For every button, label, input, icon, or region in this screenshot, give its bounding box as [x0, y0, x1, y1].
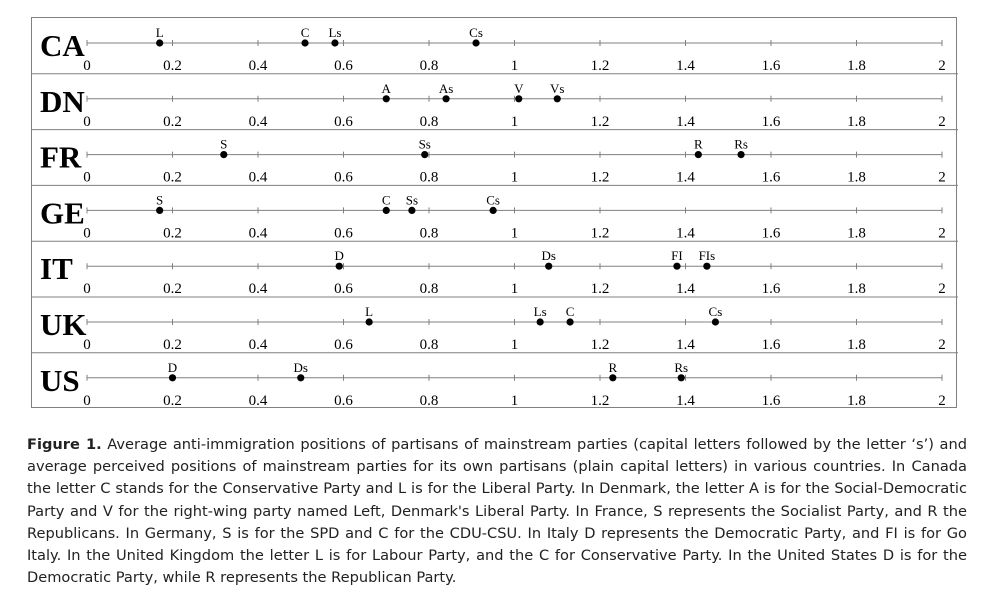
point-it-fis [703, 263, 710, 270]
point-label-us-ds: Ds [293, 359, 308, 375]
country-label-fr: FR [40, 139, 82, 175]
point-ca-c [301, 39, 308, 46]
point-label-uk-c: C [565, 304, 575, 319]
tick-label: 2 [938, 113, 946, 130]
tick-label: 1.8 [847, 113, 866, 130]
tick-label: 1.8 [847, 392, 866, 409]
tick-label: 0 [83, 58, 91, 74]
tick-label: 1.4 [676, 337, 695, 353]
tick-label: 0.6 [334, 58, 353, 74]
tick-label: 1 [510, 169, 519, 186]
tick-label: 0.2 [163, 113, 182, 130]
tick-label: 1 [510, 58, 519, 74]
tick-label: 0.8 [419, 392, 439, 409]
tick-label: 2 [938, 169, 946, 186]
country-label-uk: UK [40, 307, 87, 342]
point-dn-a [383, 95, 390, 102]
tick-label: 1.8 [847, 58, 866, 74]
point-label-ge-s: S [156, 192, 164, 208]
point-label-ge-ss: Ss [405, 192, 419, 208]
point-label-it-fis: FIs [698, 248, 716, 264]
tick-label: 0 [83, 113, 91, 130]
point-label-ca-l: L [155, 25, 164, 40]
tick-label: 0.6 [334, 169, 353, 186]
tick-label: 1.2 [590, 113, 610, 130]
point-label-it-ds: Ds [541, 248, 556, 264]
tick-label: 1.2 [590, 58, 610, 74]
tick-label: 1.8 [847, 169, 866, 186]
tick-label: 0.2 [163, 169, 182, 186]
tick-label: 1.6 [761, 58, 781, 74]
point-ca-cs [472, 39, 479, 46]
tick-label: 1.4 [676, 169, 695, 186]
tick-label: 2 [938, 58, 946, 74]
figure-caption [27, 434, 967, 589]
point-label-us-d: D [167, 359, 178, 375]
tick-label: 0.6 [334, 225, 353, 242]
tick-label: 0.8 [419, 281, 439, 298]
tick-label: 2 [938, 281, 946, 298]
tick-label: 0.8 [419, 113, 439, 130]
tick-label: 2 [938, 392, 946, 409]
point-label-uk-l: L [365, 304, 374, 319]
figure-panel [31, 17, 957, 408]
tick-label: 0.8 [419, 225, 439, 242]
tick-label: 1.4 [676, 225, 695, 242]
tick-label: 0.6 [334, 337, 353, 353]
point-label-ge-c: C [381, 192, 391, 208]
dot-plot [32, 18, 958, 409]
point-dn-v [515, 95, 522, 102]
point-dn-as [443, 95, 450, 102]
tick-label: 1.6 [761, 337, 781, 353]
tick-label: 0.6 [334, 281, 353, 298]
point-label-it-fi: FI [671, 248, 683, 264]
tick-label: 1.8 [847, 337, 866, 353]
point-label-us-rs: Rs [674, 359, 689, 375]
tick-label: 1.4 [676, 281, 695, 298]
tick-label: 1.8 [847, 281, 866, 298]
tick-label: 2 [938, 337, 946, 353]
tick-label: 0.6 [334, 392, 353, 409]
tick-label: 1.2 [590, 281, 610, 298]
point-uk-c [566, 318, 573, 325]
point-it-ds [545, 263, 552, 270]
caption-text: Average anti-immigration positions of partisans of mainstream parties (capital letters followed by the letter ‘s’) and average perceived positions of mainstream parties for its own partisans (plain capital letters) in various countries. In Canada the letter C stands for the Conservative Party and L is for the Liberal Party. In Denmark, the letter A is for the Social-Democratic Party and V for the right-wing party named Left, Denmark's Liberal Party. In France, S represents the Socialist Party, and R the Republicans. In Germany, S is for the SPD and C for the CDU-CSU. In Italy D represents the Democratic Party, and FI is for Go Italy. In the United Kingdom the letter L is for Labour Party, and the C for Conservative Party. In the United States D is for the Democratic Party, while R represents the Republican Party. [27, 436, 967, 587]
tick-label: 0.2 [163, 392, 182, 409]
point-label-dn-v: V [514, 80, 524, 96]
point-label-uk-cs: Cs [708, 304, 723, 319]
tick-label: 0 [83, 337, 91, 353]
tick-label: 0.6 [334, 113, 353, 130]
tick-label: 1.2 [590, 337, 610, 353]
tick-label: 0.4 [248, 58, 268, 74]
point-us-rs [678, 374, 685, 381]
country-label-us: US [40, 362, 80, 398]
tick-label: 1.2 [590, 392, 610, 409]
point-ge-ss [408, 207, 415, 214]
tick-label: 1.6 [761, 392, 781, 409]
point-ge-s [156, 207, 163, 214]
tick-label: 0.4 [248, 113, 268, 130]
caption-figure-label: Figure 1. [27, 436, 102, 453]
point-it-d [336, 263, 343, 270]
point-us-ds [297, 374, 304, 381]
tick-label: 1.4 [676, 58, 695, 74]
country-label-dn: DN [40, 83, 85, 119]
tick-label: 1.2 [590, 169, 610, 186]
tick-label: 2 [938, 225, 946, 242]
tick-label: 1 [510, 337, 519, 353]
tick-label: 1 [510, 281, 519, 298]
tick-label: 0.2 [163, 281, 182, 298]
point-uk-cs [712, 318, 719, 325]
tick-label: 0.2 [163, 58, 182, 74]
point-us-d [169, 374, 176, 381]
point-label-dn-vs: Vs [550, 80, 565, 96]
point-fr-ss [421, 151, 428, 158]
point-label-fr-s: S [220, 136, 228, 152]
tick-label: 0.4 [248, 169, 268, 186]
point-ge-c [383, 207, 390, 214]
point-label-uk-ls: Ls [533, 304, 547, 319]
point-label-it-d: D [334, 248, 344, 264]
point-dn-vs [554, 95, 561, 102]
country-label-it: IT [40, 251, 73, 287]
tick-label: 1.2 [590, 225, 610, 242]
point-fr-s [220, 151, 227, 158]
point-it-fi [673, 263, 680, 270]
point-label-ca-cs: Cs [469, 25, 483, 40]
tick-label: 0.8 [419, 337, 439, 353]
tick-label: 0.8 [419, 169, 439, 186]
tick-label: 0.8 [419, 58, 439, 74]
tick-label: 0.4 [248, 281, 268, 298]
point-fr-rs [737, 151, 744, 158]
tick-label: 1.8 [847, 225, 866, 242]
tick-label: 0 [83, 169, 91, 186]
tick-label: 1.6 [761, 225, 781, 242]
tick-label: 1 [510, 392, 519, 409]
point-label-dn-as: As [438, 80, 454, 96]
point-label-us-r: R [608, 359, 618, 375]
point-label-fr-r: R [693, 136, 703, 152]
point-label-ge-cs: Cs [486, 192, 500, 208]
point-ca-ls [331, 39, 338, 46]
point-fr-r [695, 151, 702, 158]
tick-label: 1.6 [761, 113, 781, 130]
point-uk-l [366, 318, 373, 325]
tick-label: 1 [510, 113, 519, 130]
tick-label: 1.4 [676, 113, 695, 130]
tick-label: 1 [510, 225, 519, 242]
tick-label: 0 [83, 281, 91, 298]
tick-label: 0 [83, 392, 91, 409]
point-label-fr-rs: Rs [734, 136, 748, 152]
point-uk-ls [537, 318, 544, 325]
country-label-ca: CA [40, 28, 85, 63]
tick-label: 0 [83, 225, 91, 242]
point-label-ca-c: C [300, 25, 310, 40]
tick-label: 0.4 [248, 225, 268, 242]
tick-label: 0.4 [248, 337, 268, 353]
point-ca-l [156, 39, 163, 46]
tick-label: 0.4 [248, 392, 268, 409]
tick-label: 0.2 [163, 337, 182, 353]
point-ge-cs [490, 207, 497, 214]
point-label-dn-a: A [381, 80, 391, 96]
country-label-ge: GE [40, 195, 85, 231]
point-us-r [609, 374, 616, 381]
tick-label: 1.4 [676, 392, 695, 409]
tick-label: 0.2 [163, 225, 182, 242]
point-label-ca-ls: Ls [328, 25, 342, 40]
tick-label: 1.6 [761, 281, 781, 298]
point-label-fr-ss: Ss [418, 136, 431, 152]
tick-label: 1.6 [761, 169, 781, 186]
